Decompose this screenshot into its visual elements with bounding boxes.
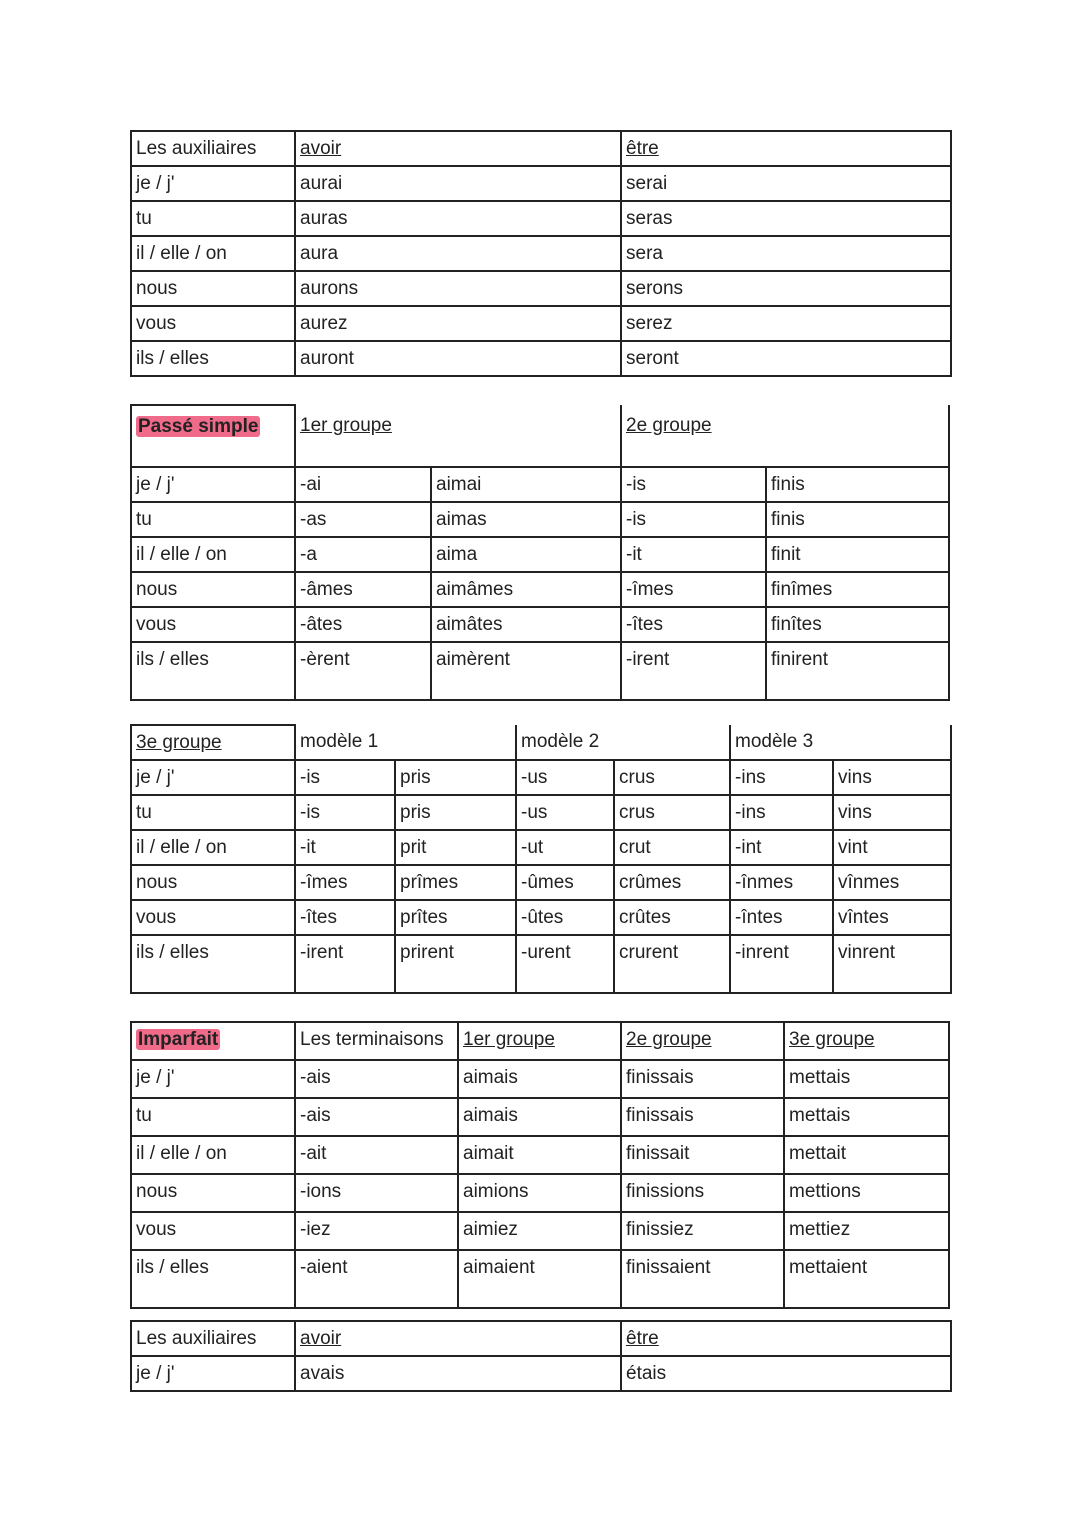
- header-cell: Les auxiliaires: [131, 1321, 295, 1356]
- group2-label: 2e groupe: [626, 415, 712, 436]
- imparfait-auxiliaires-table: [130, 1320, 952, 1392]
- conjugation-cell: serez: [621, 306, 951, 341]
- table-row: [131, 502, 949, 537]
- conjugation-cell: -us: [516, 760, 614, 795]
- table-row: [131, 935, 951, 993]
- table-row: [131, 201, 951, 236]
- conjugation-cell: aurons: [295, 271, 621, 306]
- conjugation-cell: aimai: [431, 467, 621, 502]
- conjugation-cell: aura: [295, 236, 621, 271]
- conjugation-cell: -ais: [295, 1098, 458, 1136]
- pronoun-cell: il / elle / on: [131, 1136, 295, 1174]
- conjugation-cell: crurent: [614, 935, 730, 993]
- pronoun-cell: je / j': [131, 166, 295, 201]
- table-row: [131, 900, 951, 935]
- pronoun-cell: nous: [131, 1174, 295, 1212]
- conjugation-cell: vînmes: [833, 865, 951, 900]
- pronoun-cell: nous: [131, 271, 295, 306]
- pronoun-cell: vous: [131, 900, 295, 935]
- pronoun-cell: je / j': [131, 1356, 295, 1391]
- conjugation-cell: -aient: [295, 1250, 458, 1308]
- conjugation-cell: auras: [295, 201, 621, 236]
- pronoun-cell: vous: [131, 1212, 295, 1250]
- conjugation-cell: finissions: [621, 1174, 784, 1212]
- header-cell: 1er groupe: [458, 1022, 621, 1060]
- troisieme-groupe-table: [130, 724, 952, 994]
- conjugation-cell: -irent: [621, 642, 766, 700]
- header-cell: avoir: [295, 1321, 621, 1356]
- header-cell: [131, 725, 295, 760]
- conjugation-cell: -it: [295, 830, 395, 865]
- pronoun-cell: il / elle / on: [131, 830, 295, 865]
- conjugation-cell: crus: [614, 760, 730, 795]
- conjugation-cell: seras: [621, 201, 951, 236]
- conjugation-cell: crut: [614, 830, 730, 865]
- conjugation-cell: pris: [395, 760, 516, 795]
- conjugation-cell: vîntes: [833, 900, 951, 935]
- conjugation-cell: mettiez: [784, 1212, 949, 1250]
- header-cell: être: [621, 131, 951, 166]
- conjugation-cell: -is: [621, 502, 766, 537]
- conjugation-cell: -èrent: [295, 642, 431, 700]
- conjugation-cell: finit: [766, 537, 949, 572]
- table-header-row: [131, 405, 949, 467]
- table-row: [131, 572, 949, 607]
- conjugation-cell: aurai: [295, 166, 621, 201]
- conjugation-cell: -it: [621, 537, 766, 572]
- conjugation-cell: finissait: [621, 1136, 784, 1174]
- conjugation-cell: crûtes: [614, 900, 730, 935]
- table-row: [131, 1250, 949, 1308]
- conjugation-cell: aimaient: [458, 1250, 621, 1308]
- conjugation-cell: mettaient: [784, 1250, 949, 1308]
- conjugation-cell: serai: [621, 166, 951, 201]
- table-row: [131, 341, 951, 376]
- table-row: [131, 760, 951, 795]
- table-row: [131, 537, 949, 572]
- table-row: [131, 1098, 949, 1136]
- pronoun-cell: nous: [131, 865, 295, 900]
- conjugation-cell: finirent: [766, 642, 949, 700]
- passe-simple-title: Passé simple: [138, 416, 259, 437]
- conjugation-cell: prirent: [395, 935, 516, 993]
- pronoun-cell: il / elle / on: [131, 537, 295, 572]
- conjugation-cell: -int: [730, 830, 833, 865]
- conjugation-cell: -îmes: [621, 572, 766, 607]
- pronoun-cell: il / elle / on: [131, 236, 295, 271]
- futur-auxiliaires-table: [130, 130, 952, 377]
- header-cell: Les terminaisons: [295, 1022, 458, 1060]
- conjugation-cell: avais: [295, 1356, 621, 1391]
- conjugation-cell: aimas: [431, 502, 621, 537]
- table-row: [131, 271, 951, 306]
- conjugation-cell: -ûtes: [516, 900, 614, 935]
- pronoun-cell: nous: [131, 572, 295, 607]
- conjugation-cell: aimais: [458, 1060, 621, 1098]
- conjugation-cell: finissais: [621, 1098, 784, 1136]
- conjugation-cell: finissais: [621, 1060, 784, 1098]
- conjugation-cell: -us: [516, 795, 614, 830]
- table-row: [131, 642, 949, 700]
- conjugation-cell: aimâmes: [431, 572, 621, 607]
- table-row: [131, 166, 951, 201]
- pronoun-cell: ils / elles: [131, 642, 295, 700]
- group1-label: 1er groupe: [300, 415, 392, 436]
- conjugation-cell: prit: [395, 830, 516, 865]
- conjugation-cell: -âtes: [295, 607, 431, 642]
- header-cell: Les auxiliaires: [131, 131, 295, 166]
- conjugation-cell: crûmes: [614, 865, 730, 900]
- header-cell: modèle 2: [516, 725, 730, 760]
- conjugation-cell: vinrent: [833, 935, 951, 993]
- conjugation-cell: mettait: [784, 1136, 949, 1174]
- conjugation-cell: -is: [621, 467, 766, 502]
- conjugation-cell: -ut: [516, 830, 614, 865]
- pronoun-cell: vous: [131, 607, 295, 642]
- conjugation-cell: finis: [766, 502, 949, 537]
- conjugation-cell: -irent: [295, 935, 395, 993]
- conjugation-cell: sera: [621, 236, 951, 271]
- conjugation-cell: -ins: [730, 760, 833, 795]
- table-row: [131, 306, 951, 341]
- table-header-row: [131, 1022, 949, 1060]
- section-title-cell: [131, 1022, 295, 1060]
- header-cell: modèle 1: [295, 725, 516, 760]
- conjugation-cell: -întes: [730, 900, 833, 935]
- table-header-row: [131, 131, 951, 166]
- section-title-cell: [131, 405, 295, 467]
- header-cell: 3e groupe: [784, 1022, 949, 1060]
- conjugation-cell: -ins: [730, 795, 833, 830]
- conjugation-cell: -ûmes: [516, 865, 614, 900]
- pronoun-cell: tu: [131, 1098, 295, 1136]
- table-row: [131, 1136, 949, 1174]
- conjugation-cell: aimais: [458, 1098, 621, 1136]
- conjugation-cell: -âmes: [295, 572, 431, 607]
- conjugation-cell: -is: [295, 795, 395, 830]
- conjugation-cell: aimions: [458, 1174, 621, 1212]
- conjugation-cell: -as: [295, 502, 431, 537]
- conjugation-cell: vins: [833, 760, 951, 795]
- conjugation-cell: -ais: [295, 1060, 458, 1098]
- pronoun-cell: ils / elles: [131, 935, 295, 993]
- conjugation-cell: pris: [395, 795, 516, 830]
- pronoun-cell: je / j': [131, 1060, 295, 1098]
- table-row: [131, 467, 949, 502]
- pronoun-cell: vous: [131, 306, 295, 341]
- imparfait-title: Imparfait: [138, 1029, 219, 1050]
- conjugation-cell: -îtes: [295, 900, 395, 935]
- conjugation-cell: auront: [295, 341, 621, 376]
- conjugation-cell: -iez: [295, 1212, 458, 1250]
- header-cell: modèle 3: [730, 725, 951, 760]
- conjugation-cell: mettions: [784, 1174, 949, 1212]
- conjugation-cell: mettais: [784, 1060, 949, 1098]
- conjugation-cell: finis: [766, 467, 949, 502]
- table-row: [131, 1060, 949, 1098]
- conjugation-cell: étais: [621, 1356, 951, 1391]
- conjugation-cell: vint: [833, 830, 951, 865]
- pronoun-cell: ils / elles: [131, 1250, 295, 1308]
- conjugation-cell: -inrent: [730, 935, 833, 993]
- header-cell: 2e groupe: [621, 1022, 784, 1060]
- table-row: [131, 1356, 951, 1391]
- pronoun-cell: je / j': [131, 467, 295, 502]
- conjugation-cell: -îtes: [621, 607, 766, 642]
- conjugation-cell: seront: [621, 341, 951, 376]
- conjugation-cell: aimâtes: [431, 607, 621, 642]
- table-header-row: [131, 725, 951, 760]
- table-row: [131, 1174, 949, 1212]
- table-row: [131, 1212, 949, 1250]
- pronoun-cell: je / j': [131, 760, 295, 795]
- table-row: [131, 236, 951, 271]
- conjugation-cell: -is: [295, 760, 395, 795]
- conjugation-cell: finissiez: [621, 1212, 784, 1250]
- conjugation-cell: -ai: [295, 467, 431, 502]
- conjugation-cell: -înmes: [730, 865, 833, 900]
- conjugation-cell: aimait: [458, 1136, 621, 1174]
- table-row: [131, 830, 951, 865]
- passe-simple-table: [130, 404, 950, 701]
- pronoun-cell: ils / elles: [131, 341, 295, 376]
- conjugation-cell: -urent: [516, 935, 614, 993]
- conjugation-cell: -îmes: [295, 865, 395, 900]
- conjugation-cell: aimèrent: [431, 642, 621, 700]
- conjugation-cell: -a: [295, 537, 431, 572]
- conjugation-cell: mettais: [784, 1098, 949, 1136]
- conjugation-cell: finissaient: [621, 1250, 784, 1308]
- table-header-row: [131, 1321, 951, 1356]
- imparfait-table: [130, 1021, 950, 1309]
- conjugation-cell: vins: [833, 795, 951, 830]
- groupe3-title: 3e groupe: [136, 732, 222, 753]
- conjugation-cell: aimiez: [458, 1212, 621, 1250]
- pronoun-cell: tu: [131, 502, 295, 537]
- conjugation-cell: aurez: [295, 306, 621, 341]
- pronoun-cell: tu: [131, 201, 295, 236]
- conjugation-cell: -ions: [295, 1174, 458, 1212]
- header-cell: être: [621, 1321, 951, 1356]
- conjugation-cell: serons: [621, 271, 951, 306]
- table-row: [131, 607, 949, 642]
- header-cell: [621, 405, 949, 467]
- pronoun-cell: tu: [131, 795, 295, 830]
- conjugation-cell: finîtes: [766, 607, 949, 642]
- conjugation-cell: finîmes: [766, 572, 949, 607]
- conjugation-cell: crus: [614, 795, 730, 830]
- header-cell: [295, 405, 621, 467]
- table-row: [131, 795, 951, 830]
- conjugation-cell: -ait: [295, 1136, 458, 1174]
- conjugation-cell: prîtes: [395, 900, 516, 935]
- header-cell: avoir: [295, 131, 621, 166]
- table-row: [131, 865, 951, 900]
- conjugation-cell: prîmes: [395, 865, 516, 900]
- conjugation-cell: aima: [431, 537, 621, 572]
